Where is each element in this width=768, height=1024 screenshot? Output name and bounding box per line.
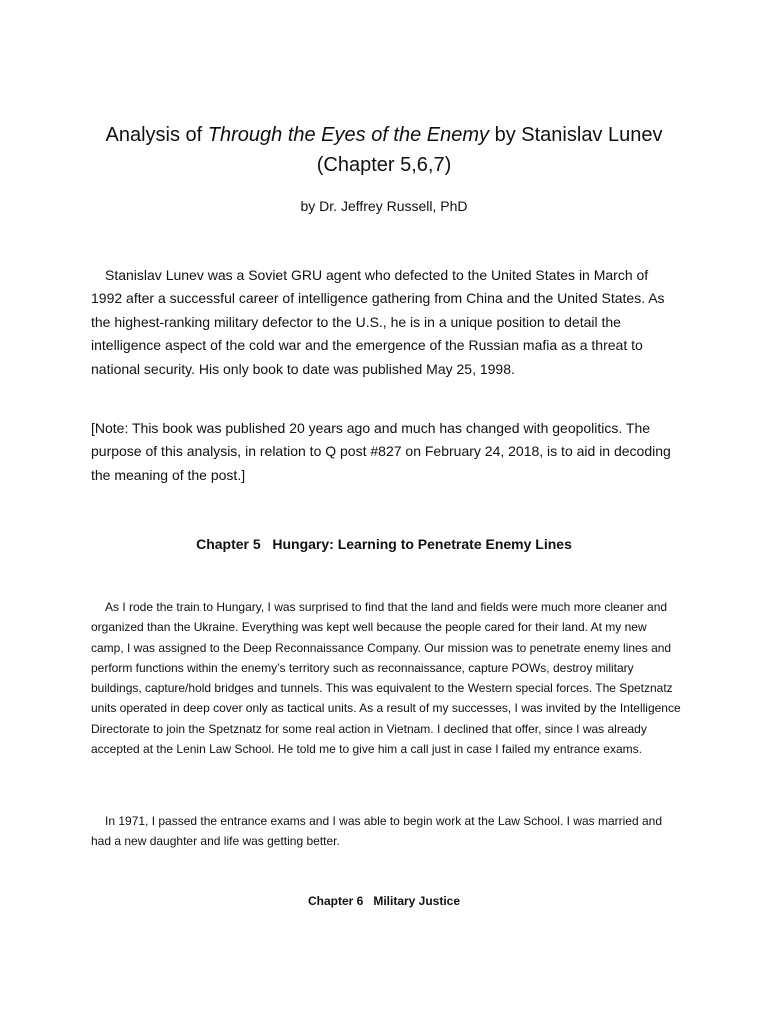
chapter-5-paragraph-1-text: As I rode the train to Hungary, I was surprised to find that the land and fields were much more cleaner and organized than the Ukraine. Everything was kept well because the people cared for their land. At my new camp, I was assigned to the Deep Reconnaissance Company. Our mission was to penetrate enemy lines and perform functions within the enemy’s territory such as reconnaissance, capture POWs, destroy military buildings, capture/hold bridges and tunnels. This was equivalent to the Western special forces. The Spetznatz units operated in deep cover only as tactical units. As a result of my successes, I was invited by the Intelligence Directorate to join the Spetznatz for some real action in Vietnam. I declined that offer, since I was already accepted at the Lenin Law School. He told me to give him a call just in case I failed my entrance exams. (91, 600, 681, 757)
chapter-5-paragraph-2-text: In 1971, I passed the entrance exams and I was able to begin work at the Law School. I was married and had a new daughter and life was getting better. (91, 814, 662, 849)
document-title (0, 120, 768, 180)
title-line-1 (0, 120, 768, 150)
chapter-6-title: Military Justice (373, 894, 461, 908)
title-line-2: (Chapter 5,6,7) (316, 154, 452, 176)
author-byline: by Dr. Jeffrey Russell, PhD (300, 198, 468, 214)
title-suffix: by Stanislav Lunev (489, 124, 663, 146)
chapter-6-number: Chapter 6 (307, 894, 364, 908)
chapter-5-number: Chapter 5 (196, 536, 261, 552)
intro-paragraph (91, 264, 681, 381)
chapter-5-title: Hungary: Learning to Penetrate Enemy Lines (272, 536, 572, 552)
title-prefix: Analysis of (105, 124, 208, 146)
chapter-6-heading (0, 892, 768, 910)
book-title: Through the Eyes of the Enemy (207, 124, 490, 146)
chapter-5-heading (0, 534, 768, 554)
chapter-5-paragraph-2 (91, 811, 681, 852)
note-paragraph: [Note: This book was published 20 years ago and much has changed with geopolitics. The purpose of this analysis, in relation to Q post #827 on February 24, 2018, is to aid in decoding the meaning of the post.] (91, 420, 671, 483)
chapter-5-paragraph-1 (91, 597, 681, 759)
intro-text: Stanislav Lunev was a Soviet GRU agent who defected to the United States in March of 1992 after a successful career of intelligence gathering from China and the United States. As the highest-ranking military defector to the U.S., he is in a unique position to detail the intelligence aspect of the cold war and the emergence of the Russian mafia as a threat to national security. His only book to date was published May 25, 1998. (91, 267, 665, 377)
